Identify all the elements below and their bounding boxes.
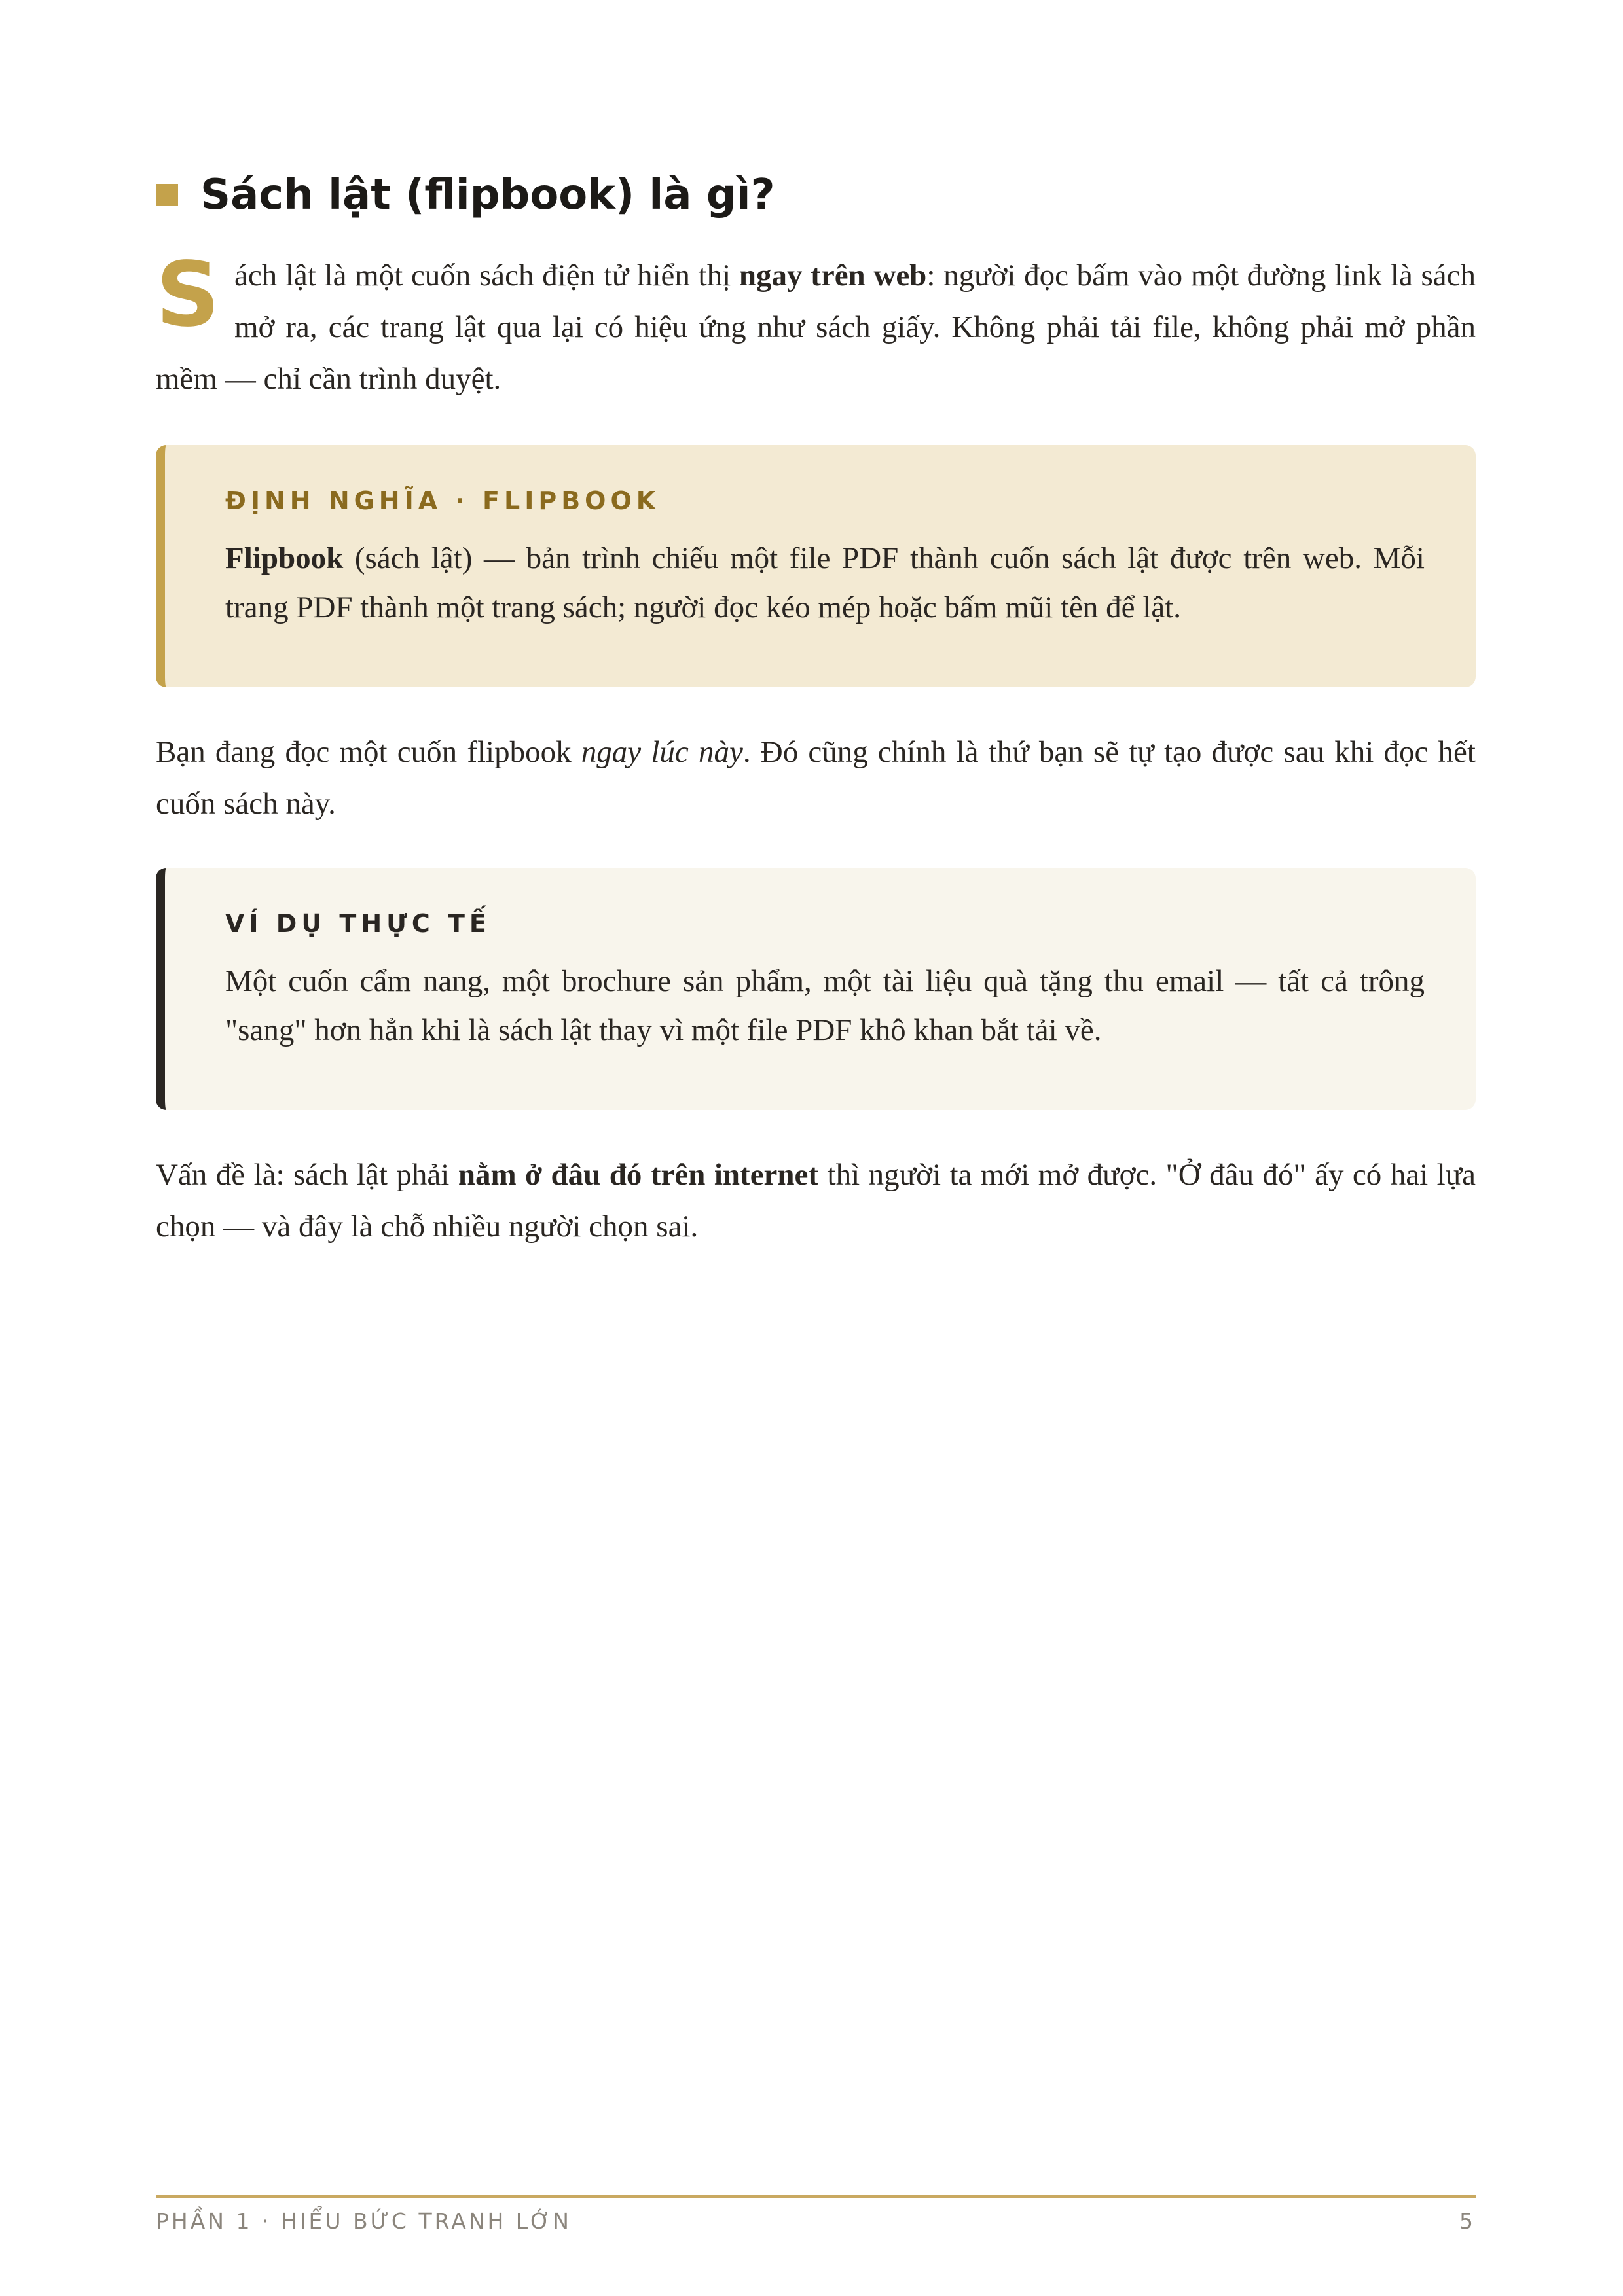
definition-body	[225, 534, 1425, 632]
definition-text: (sách lật) — bản trình chiếu một file PDF thành cuốn sách lật được trên web. Mỗi trang PDF thành một trang sách; người đọc kéo mép hoặc bấm mũi tên để lật.	[225, 541, 1425, 624]
definition-label: ĐỊNH NGHĨA · FLIPBOOK	[225, 486, 661, 515]
intro-bold: ngay trên web	[739, 259, 927, 293]
section-heading	[156, 162, 775, 228]
paragraph-3-text-2: thì người ta mới mở được. "Ở đâu đó" ấy có hai lựa chọn — và đây là chỗ nhiều người chọn sai.	[156, 1158, 1476, 1244]
footer-divider	[156, 2195, 1476, 2198]
paragraph-3-text-1: Vấn đề là: sách lật phải	[156, 1158, 458, 1192]
definition-term: Flipbook	[225, 541, 344, 575]
intro-text-2: : người đọc bấm vào một đường link là sách mở ra, các trang lật qua lại có hiệu ứng như sách giấy. Không phải tải file, không phải mở phần mềm — chỉ cần trình duyệt.	[156, 259, 1476, 396]
footer-page-number: 5	[1459, 2208, 1476, 2234]
paragraph-2	[156, 726, 1476, 830]
paragraph-2-italic: ngay lúc này	[581, 735, 743, 769]
example-body: Một cuốn cẩm nang, một brochure sản phẩm, một tài liệu quà tặng thu email — tất cả trông "sang" hơn hẳn khi là sách lật thay vì một file PDF khô khan bắt tải về.	[225, 964, 1425, 1047]
intro-paragraph	[156, 243, 1476, 405]
paragraph-2-text-2: . Đó cũng chính là thứ bạn sẽ tự tạo được sau khi đọc hết cuốn sách này.	[156, 735, 1476, 821]
paragraph-3	[156, 1149, 1476, 1253]
heading-square-icon	[156, 184, 178, 206]
intro-text-1: ách lật là một cuốn sách điện tử hiển thị	[234, 259, 739, 293]
definition-callout	[156, 445, 1476, 687]
paragraph-3-bold: nằm ở đâu đó trên internet	[458, 1158, 819, 1192]
drop-cap: S	[156, 243, 220, 347]
heading-title: Sách lật (flipbook) là gì?	[200, 171, 775, 219]
paragraph-2-text-1: Bạn đang đọc một cuốn flipbook	[156, 735, 581, 769]
footer-section-title: PHẦN 1 · HIỂU BỨC TRANH LỚN	[156, 2208, 572, 2234]
example-callout	[156, 868, 1476, 1110]
example-label: VÍ DỤ THỰC TẾ	[225, 909, 491, 938]
